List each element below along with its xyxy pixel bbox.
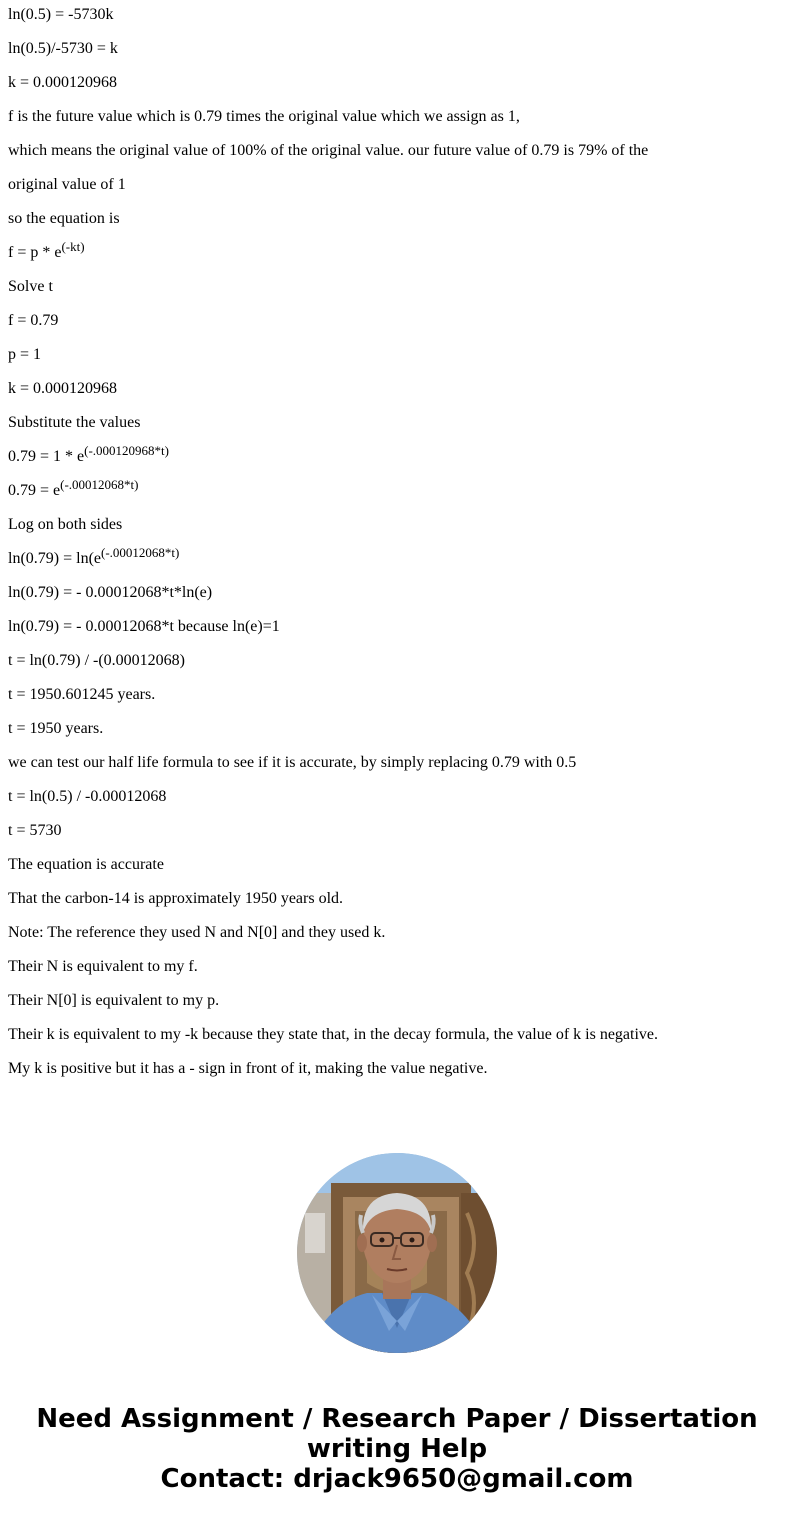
exponent: (-.00012068*t) bbox=[101, 545, 180, 560]
text-line: Their N is equivalent to my f. bbox=[8, 958, 198, 975]
text-line: Log on both sides bbox=[8, 516, 123, 533]
text-line: which means the original value of 100% of the original value. our future value of 0.79 is 79% of the bbox=[8, 142, 649, 159]
cta-headline-cont: writing Help bbox=[306, 1434, 488, 1464]
text-line: The equation is accurate bbox=[8, 856, 164, 873]
contact-email[interactable]: Contact: drjack9650@gmail.com bbox=[160, 1464, 634, 1494]
contact-banner bbox=[0, 1404, 794, 1494]
text-line: so the equation is bbox=[8, 210, 120, 227]
text-line: k = 0.000120968 bbox=[8, 74, 118, 91]
text-line: ln(0.5) = -5730k bbox=[8, 6, 114, 23]
text-line: ln(0.79) = - 0.00012068*t*ln(e) bbox=[8, 584, 213, 601]
text-line: t = 5730 bbox=[8, 822, 62, 839]
text-line: Their k is equivalent to my -k because they state that, in the decay formula, the value of k is negative. bbox=[8, 1026, 659, 1043]
text-line: we can test our half life formula to see if it is accurate, by simply replacing 0.79 with 0.5 bbox=[8, 754, 577, 771]
exponent: (-.000120968*t) bbox=[84, 443, 169, 458]
equation-line: $f = p * e^{(-kt)}$ bbox=[8, 239, 85, 261]
text-line: Substitute the values bbox=[8, 414, 141, 431]
text-line: f is the future value which is 0.79 times the original value which we assign as 1, bbox=[8, 108, 520, 125]
text-line: My k is positive but it has a - sign in front of it, making the value negative. bbox=[8, 1060, 488, 1077]
text-line: Solve t bbox=[8, 278, 53, 295]
text-line: p = 1 bbox=[8, 346, 42, 363]
text-line: original value of 1 bbox=[8, 176, 126, 193]
text-line: k = 0.000120968 bbox=[8, 380, 118, 397]
equation-line: $\ln(0.79) = \ln(e^{(-.00012068*t)}$ bbox=[8, 545, 180, 567]
text-line: ln(0.79) = - 0.00012068*t because ln(e)=1 bbox=[8, 618, 280, 635]
solution-text bbox=[8, 0, 788, 1094]
exponent: (-.00012068*t) bbox=[60, 477, 139, 492]
avatar bbox=[297, 1153, 497, 1353]
exponent: (-kt) bbox=[61, 239, 85, 254]
text-line: Their N[0] is equivalent to my p. bbox=[8, 992, 220, 1009]
text-line: That the carbon-14 is approximately 1950 years old. bbox=[8, 890, 344, 907]
text-line: ln(0.5)/-5730 = k bbox=[8, 40, 118, 57]
equation-line: $0.79 = 1 * e^{(-.000120968*t)}$ bbox=[8, 443, 169, 465]
text-line: Note: The reference they used N and N[0] and they used k. bbox=[8, 924, 386, 941]
text-line: t = ln(0.79) / -(0.00012068) bbox=[8, 652, 185, 669]
text-line: t = 1950.601245 years. bbox=[8, 686, 156, 703]
text-line: f = 0.79 bbox=[8, 312, 59, 329]
text-line: t = 1950 years. bbox=[8, 720, 104, 737]
author-photo bbox=[297, 1153, 497, 1353]
cta-headline: Need Assignment / Research Paper / Dissertation bbox=[36, 1404, 758, 1434]
text-line: t = ln(0.5) / -0.00012068 bbox=[8, 788, 167, 805]
equation-line: $0.79 = e^{(-.00012068*t)}$ bbox=[8, 477, 139, 499]
